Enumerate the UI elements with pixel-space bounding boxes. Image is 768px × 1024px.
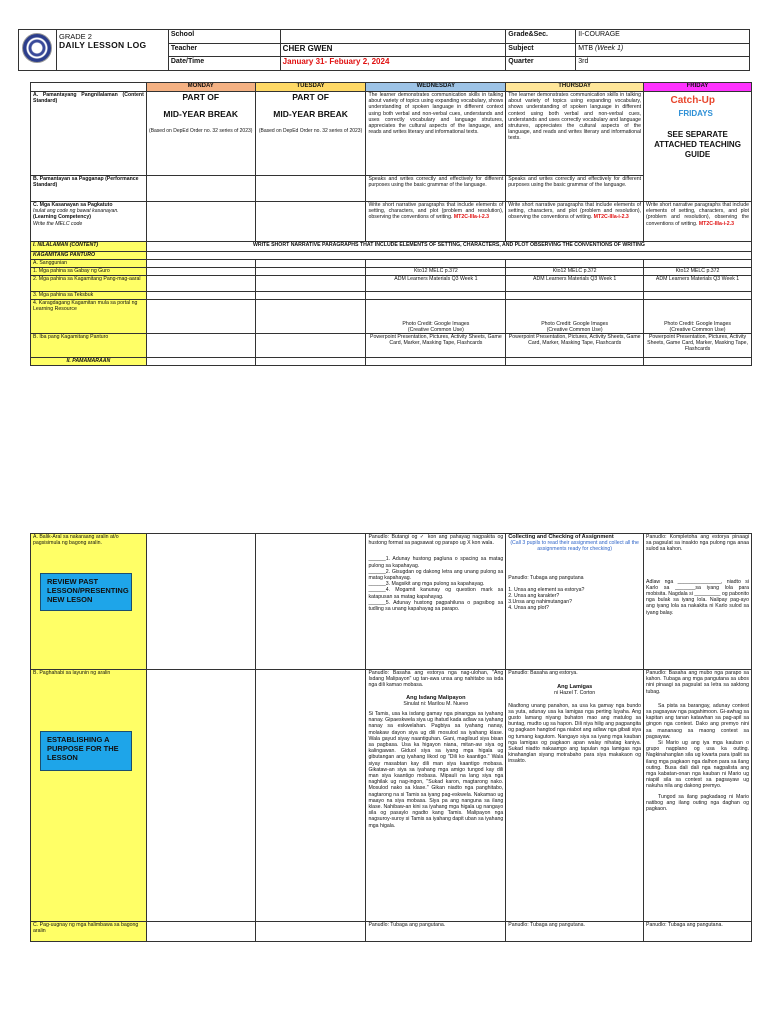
content-text: WRITE SHORT NARRATIVE PARAGRAPHS THAT INCLUDE ELEMENTS OF SETTING, CHARACTERS, AND PLOT OBSERVING THE CONVENTIONS OF WRITING [146, 242, 751, 252]
other-materials-tue [255, 334, 366, 358]
textbook-label: 3. Mga pahina sa Teksbuk [31, 292, 147, 300]
competency-sub2: (Learning Competency) [33, 214, 91, 221]
quarter-label: Quarter [506, 57, 576, 71]
purpose-thu-story: Niadtong unang panahon, sa usa ka gamay nga bundo sa yuta, adunay usa ka lamigas nga perting luyaha. Ang gusto lamang niyang buhaton mao ang matulog sa buntag, mudto ug sa hapon. Dili niya hilig ang pagpangita og pagkaon hangtod nga niabot ang adlaw nga gibati siya og tumang kagutom. Nangayo siya sa iyang mga kauban nga lamigas og pagkaon apan walay nihatag kaniya. Sukad niadto nakaamgo ang tapulan nga lamigas nga kinahanglan siyang motrabaho para siya makakaon og insakto. [508, 702, 642, 765]
purpose-tue [255, 670, 366, 922]
other-materials-row [31, 334, 752, 358]
pamamaraan-thu [506, 358, 644, 366]
sanggunian-wed [366, 260, 506, 268]
review-thu-q1: 1. Unsa ang element sa estorya? [508, 586, 585, 593]
learner-materials-wed: ADM Learners Materials Q3 Week 1 [366, 276, 506, 292]
day-thursday: THURSDAY [506, 83, 644, 92]
friday-competency-text: Write short narrative paragraphs that include elements of setting, characters, and plot (problem and resolution), observing the conventions of writing. [646, 202, 749, 227]
performance-standard-row [31, 176, 752, 202]
subject-week: (Week 1) [594, 44, 624, 52]
teacher-guide-fri: Kto12 MELC p.372 [644, 268, 752, 276]
review-wed-item5: ______5. Adunay hustong pagpahiluna o pagsibog sa tudling sa unang kapahayag sa parapo. [368, 599, 504, 613]
date-value: January 31- Febuary 2, 2024 [280, 57, 506, 71]
logo-line1: Catch-Up [670, 95, 715, 106]
logo-line2: FRIDAYS [678, 109, 713, 118]
lr-portal-thu [506, 300, 644, 334]
gradesec-value: II-COURAGE [576, 30, 750, 44]
other-materials-thu: Powerpoint Presentation, Pictures, Activity Sheets, Game Card, Marker, Masking Tape, Flashcards [506, 334, 644, 358]
review-thu-note: (Call 3 pupils to read their assignment and collect all the assignments ready for checking) [510, 540, 639, 553]
lr-portal-wed-l1: Photo Credit: Google Images [402, 320, 470, 327]
friday-competency-code: MT2C-IIIa-i-2.3 [698, 220, 734, 227]
sanggunian-mon [146, 260, 255, 268]
objectives-table [30, 82, 752, 366]
purpose-mon [146, 670, 255, 922]
textbook-wed [366, 292, 506, 300]
monday-midyear-l2: MID-YEAR BREAK [163, 109, 239, 119]
date-label: Date/Time [168, 57, 280, 71]
learner-materials-thu: ADM Learners Materials Q3 Week 1 [506, 276, 644, 292]
friday-competency [644, 202, 752, 242]
review-thu-q3: 3.Unsa ang nahimutangan? [508, 599, 572, 606]
day-header-blank [31, 83, 147, 92]
competency-sub3: Write the MELC code [33, 220, 83, 227]
textbook-tue [255, 292, 366, 300]
teacher-guide-row [31, 268, 752, 276]
day-tuesday: TUESDAY [255, 83, 366, 92]
quarter-value: 3rd [576, 57, 750, 71]
tuesday-midyear [255, 92, 366, 176]
review-fri [644, 534, 752, 670]
wednesday-competency-code: MT2C-IIIa-i-2.3 [453, 214, 490, 221]
performance-standard-label: B. Pamantayan sa Pagganap (Performance Standard) [31, 176, 147, 202]
purpose-thu-intro: Panudlo: Basaha ang estorya. [508, 670, 578, 676]
examples-fri: Panudlo: Tubaga ang pangutana. [644, 922, 752, 942]
teacher-guide-tue [255, 268, 366, 276]
purpose-fri-p3: Tungod sa ilang pagkadaog ni Mario natibog ang ilang outing nga daghan og pagkaon. [646, 793, 749, 813]
teacher-guide-mon [146, 268, 255, 276]
tuesday-midyear-l1: PART OF [292, 92, 329, 102]
pamamaraan-wed [366, 358, 506, 366]
review-wed-item2: ______2. Gisugdan og dakong letra ang unang pulong sa matag kapahayag. [368, 568, 504, 582]
review-tue [255, 534, 366, 670]
thursday-competency [506, 202, 644, 242]
monday-performance [146, 176, 255, 202]
thursday-content-standard: The learner demonstrates communication skills in talking about variety of topics using expanding vocabulary, shows understanding of spoken language in different context using both verbal and non-verbal cues, understands and uses correctly vocabulary and language strutures, appreciates the cultural aspects of the language, and reads and writes literary and informational texts. [506, 92, 644, 176]
review-thu-panudlo: Panudlo: Tubaga ang pangutana [508, 574, 584, 581]
examples-row [31, 922, 752, 942]
procedure-table [30, 533, 752, 942]
textbook-fri [644, 292, 752, 300]
content-label: I. NILALAMAN (CONTENT) [31, 242, 147, 252]
review-wed-item1: ______1. Adunay hustong pagluna o spacing sa matag pulong sa kapahayag. [368, 556, 504, 569]
textbook-mon [146, 292, 255, 300]
competency-label: C. Mga Kasanayan sa Pagkatuto [33, 202, 113, 208]
lr-portal-fri-l1: Photo Credit: Google Images [664, 320, 731, 327]
header-table [18, 29, 750, 71]
sanggunian-row [31, 260, 752, 268]
lr-portal-mon [146, 300, 255, 334]
day-header-row [31, 83, 752, 92]
day-wednesday: WEDNESDAY [366, 83, 506, 92]
monday-competency [146, 202, 255, 242]
friday-guide-cell [644, 92, 752, 202]
textbook-row [31, 292, 752, 300]
wednesday-competency-text: Write short narrative paragraphs that include elements of setting, characters, and plot (problem and resolution), observing the conventions of writing. [368, 202, 504, 221]
lr-portal-fri-l2: (Creative Common Use) [669, 326, 726, 333]
content-standard-label: A. Pamantayang Pangnilalaman (Content Standard) [31, 92, 147, 176]
thursday-competency-text: Write short narrative paragraphs that include elements of setting, characters, and plot (problem and resolution), observing the conventions of writing. [508, 202, 642, 221]
school-value [280, 30, 506, 44]
catch-up-fridays-logo [667, 96, 729, 126]
day-friday: FRIDAY [644, 83, 752, 92]
learner-materials-mon [146, 276, 255, 292]
friday-guide-text: SEE SEPARATE ATTACHED TEACHING GUIDE [654, 130, 741, 159]
gradesec-label: Grade&Sec. [506, 30, 576, 44]
review-mon [146, 534, 255, 670]
wednesday-performance: Speaks and writes correctly and effectively for different purposes using the basic grammar of the language. [366, 176, 506, 202]
teacher-label: Teacher [168, 43, 280, 57]
examples-mon [146, 922, 255, 942]
textbook-thu [506, 292, 644, 300]
subject-value: MTB [578, 44, 593, 52]
sanggunian-label: A. Sanggunian [31, 260, 147, 268]
other-materials-mon [146, 334, 255, 358]
teacher-guide-thu: Kto12 MELC p.372 [506, 268, 644, 276]
monday-midyear [146, 92, 255, 176]
purpose-thu-title: Ang Lamigas [557, 684, 593, 691]
content-standard-row [31, 92, 752, 176]
monday-midyear-note: (Based on DepEd Order no. 32 series of 2023) [149, 128, 253, 134]
competency-row [31, 202, 752, 242]
review-row [31, 534, 752, 670]
purpose-row [31, 670, 752, 922]
competency-label-cell [31, 202, 147, 242]
review-thu-q2: 2. Unsa ang karakter? [508, 593, 560, 600]
other-materials-wed: Powerpoint Presentation, Pictures, Activity Sheets, Game Card, Marker, Masking Tape, Flashcards [366, 334, 506, 358]
review-wed-intro: Panudlo: Butangi og ✓ kon ang pahayag nagpakita og hustong format sa pagsawat og parapo ug X kon wala. [368, 534, 504, 547]
tuesday-midyear-note: (Based on DepEd Order no. 32 series of 2023) [258, 128, 363, 134]
examples-tue [255, 922, 366, 942]
doc-title: DAILY LESSON LOG [58, 40, 147, 50]
deped-seal-cell [19, 30, 57, 71]
examples-thu: Panudlo: Tubaga ang pangutana. [506, 922, 644, 942]
kagamitan-blank [146, 252, 751, 260]
other-materials-label: B. Iba pang Kagamitang Panturo [31, 334, 147, 358]
purpose-wed-author: Sinulat ni: Marilou M. Nuevo [403, 700, 469, 707]
pamamaraan-fri [644, 358, 752, 366]
purpose-thu [506, 670, 644, 922]
thursday-competency-code: MT2C-IIIa-i-2.3 [593, 214, 629, 221]
purpose-wed-title: Ang Isdang Malipayon [406, 694, 466, 701]
sanggunian-thu [506, 260, 644, 268]
purpose-fri-intro: Panudlo: Basaha ang mubo nga parapo sa kahon. Tubaga ang mga pangutana sa ubos nini pinaagi sa pagsulat sa letra sa saktong tubag. [646, 670, 749, 695]
purpose-fri [644, 670, 752, 922]
examples-wed: Panudlo: Tubaga ang pangutana. [366, 922, 506, 942]
learner-materials-label: 2. Mga pahina sa Kagamitang Pang-mag-aaral [31, 276, 147, 292]
pamamaraan-tue [255, 358, 366, 366]
pamamaraan-mon [146, 358, 255, 366]
review-wed [366, 534, 506, 670]
review-lesson-box: REVIEW PAST LESSON/PRESENTING NEW LESON [40, 573, 132, 611]
purpose-thu-author: ni Hazel T. Corton [554, 690, 596, 697]
purpose-fri-p2: Si Mario ug ang iya mga kauban o grupo nagplano og usa ka outing. Nagkinahanglan sila ug kwarta para ipalit sa ilang mga pagkaon nga dalhon para sa ilang outing. Busa dali dali nga nagpalista ang mga kabatan-onan nga kauban ni Mario ug niapiil sila sa contest sa pagsayaw ug nakuha nila ang dakong premyo. [646, 740, 749, 790]
day-monday: MONDAY [146, 83, 255, 92]
subject-label: Subject [506, 43, 576, 57]
pamamaraan-row [31, 358, 752, 366]
review-thu-q4: 4. Unsa ang plot? [508, 605, 549, 612]
kagamitan-row [31, 252, 752, 260]
purpose-wed-intro: Panudlo: Basaha ang estorya nga nag-ulohan, "Ang Isdang Malipayon" ug tan-awa unsa ang nahitabo sa isda nga dili kamao mobasa. [368, 670, 504, 689]
grade-label: GRADE 2 [58, 32, 92, 41]
review-wed-item3: ______3. Magsikit ang mga pulong sa kapahayag. [368, 581, 485, 588]
lr-portal-wed-l2: (Creative Common Use) [407, 326, 464, 333]
tuesday-midyear-l2: MID-YEAR BREAK [273, 109, 348, 119]
review-thu [506, 534, 644, 670]
review-fri-text: Adlaw nga _______________, niadto si Karlo sa _______sa iyang lola para mobisita. Nagdala si _________ og pabonito nga bulak sa iyang lola. Nalipay pag-ayo ang iyang lola sa nakakita ni Karlo sulod sa iyang balay. [646, 578, 749, 616]
sanggunian-tue [255, 260, 366, 268]
wednesday-content-standard: The learner demonstrates communication skills in talking about variety of topics using expanding vocabulary, shows understanding of spoken language in different context using both verbal and non-verbal cues, understands and uses correctly vocabulary and language strutures, appreciates the cultural aspects of the language, and reads and writes literary and informational texts. [366, 92, 506, 176]
learner-materials-fri: ADM Learners Materials Q3 Week 1 [644, 276, 752, 292]
header-title-cell [56, 30, 168, 71]
lr-portal-wed [366, 300, 506, 334]
learner-materials-row [31, 276, 752, 292]
review-label: A. Balik-Aral sa nakaraang aralin at/o pagsisimula ng bagong aralin. [31, 534, 147, 670]
review-fri-intro: Panudlo: Kompletoha ang estorya pinaagi sa pagsulat sa insakto nga pulong nga anaa sulod sa kahon. [646, 534, 749, 553]
lr-portal-row [31, 300, 752, 334]
tuesday-performance [255, 176, 366, 202]
teacher-guide-wed: Kto12 MELC p.372 [366, 268, 506, 276]
purpose-label: B. Paghahabi sa layunin ng aralin [31, 670, 147, 922]
pamamaraan-label: II. PAMAMARAAN [31, 358, 147, 366]
sanggunian-fri [644, 260, 752, 268]
purpose-wed-story: Si Tamis, usa ka isdang gamay nga pinangga sa iyahang nanay. Gipaeskwela siya ug ihatud kada adlaw sa iyahang nanay sa eskwelahan. Pagbiya sa iyahang nanay, molakaw dayon siya ug dili mosulod sa iyahang klase. Wala gayud siyay naantiguhan. Gani, magilsud siya bisan sa pagbasa. Usa ka higayon niana, mitan-aw siya og kalingawan. Giduol siya sa iyang mga higala ug gibutangan ang iyahang likod og "Dili ko kaantigo." Wala siyay masabtan kay dili man siya kaantigo mobasa. Gikataw-an siya sa iyahang mga amigo tungod kay dili man siya kaantigo mobasa. Mipauli na lang siya nga naghilak ug nag-ingon, "Sukad karon, magtarong nako. Mosulod nako sa klase." Gikan niadto nga panghitabo, nagtarong na si Tamis sa iyang pag-eskwela. Nakamao ug maayo na siya mobasa. Siya pa ang nanguna sa ilang klase. Nahibaw-an kini sa iyahang mga higala ug nangayo sila og pasaylo ngadto kang Tamis. Malipayon nga nagsuroy-suroy si Tamis sa iyahang dapit uban sa iyahang mga higala. [368, 711, 504, 829]
monday-midyear-l1: PART OF [182, 92, 220, 102]
purpose-fri-p1: Sa pista sa barangay, adunay contest sa pagsayaw nga pagahimoon. Gi-awhag sa kapitan ang tanan katawhan sa pag-apil sa gingon nga contest. Dako ang premyo nini sa mananaog sa maong contest sa pagsayaw. [646, 702, 749, 740]
school-label: School [168, 30, 280, 44]
lr-portal-thu-l2: (Creative Common Use) [546, 326, 603, 333]
wednesday-competency [366, 202, 506, 242]
subject-cell [576, 43, 750, 57]
teacher-value: CHER GWEN [280, 43, 506, 57]
kagamitan-label: KAGAMITANG PANTURO [31, 252, 147, 260]
learner-materials-tue [255, 276, 366, 292]
lr-portal-label: 4. Karagdagang Kagamitan mula sa portal ng Learning Resource [31, 300, 147, 334]
content-row [31, 242, 752, 252]
teacher-guide-label: 1. Mga pahina sa Gabay ng Guro [31, 268, 147, 276]
purpose-wed [366, 670, 506, 922]
purpose-lesson-box: ESTABLISHING A PURPOSE FOR THE LESSON [40, 731, 132, 771]
examples-label: C. Pag-uugnay ng mga halimbawa sa bagong aralin [31, 922, 147, 942]
lr-portal-fri [644, 300, 752, 334]
competency-sub1: Isulat ang code ng bawat kasanayan. [33, 208, 119, 215]
lr-portal-tue [255, 300, 366, 334]
lr-portal-thu-l1: Photo Credit: Google Images [541, 320, 609, 327]
review-thu-title: Collecting and Checking of Assignment [508, 534, 614, 540]
deped-seal-icon [22, 33, 52, 63]
other-materials-fri: Powerpoint Presentation, Pictures, Activity Sheets, Game Card, Marker, Masking Tape, Flashcards [644, 334, 752, 358]
review-wed-item4: ______4. Mogamit kanunay og question mark sa katapusan sa matag kapahayag. [368, 587, 504, 600]
thursday-performance: Speaks and writes correctly and effectively for different purposes using the basic grammar of the language. [506, 176, 644, 202]
tuesday-competency [255, 202, 366, 242]
